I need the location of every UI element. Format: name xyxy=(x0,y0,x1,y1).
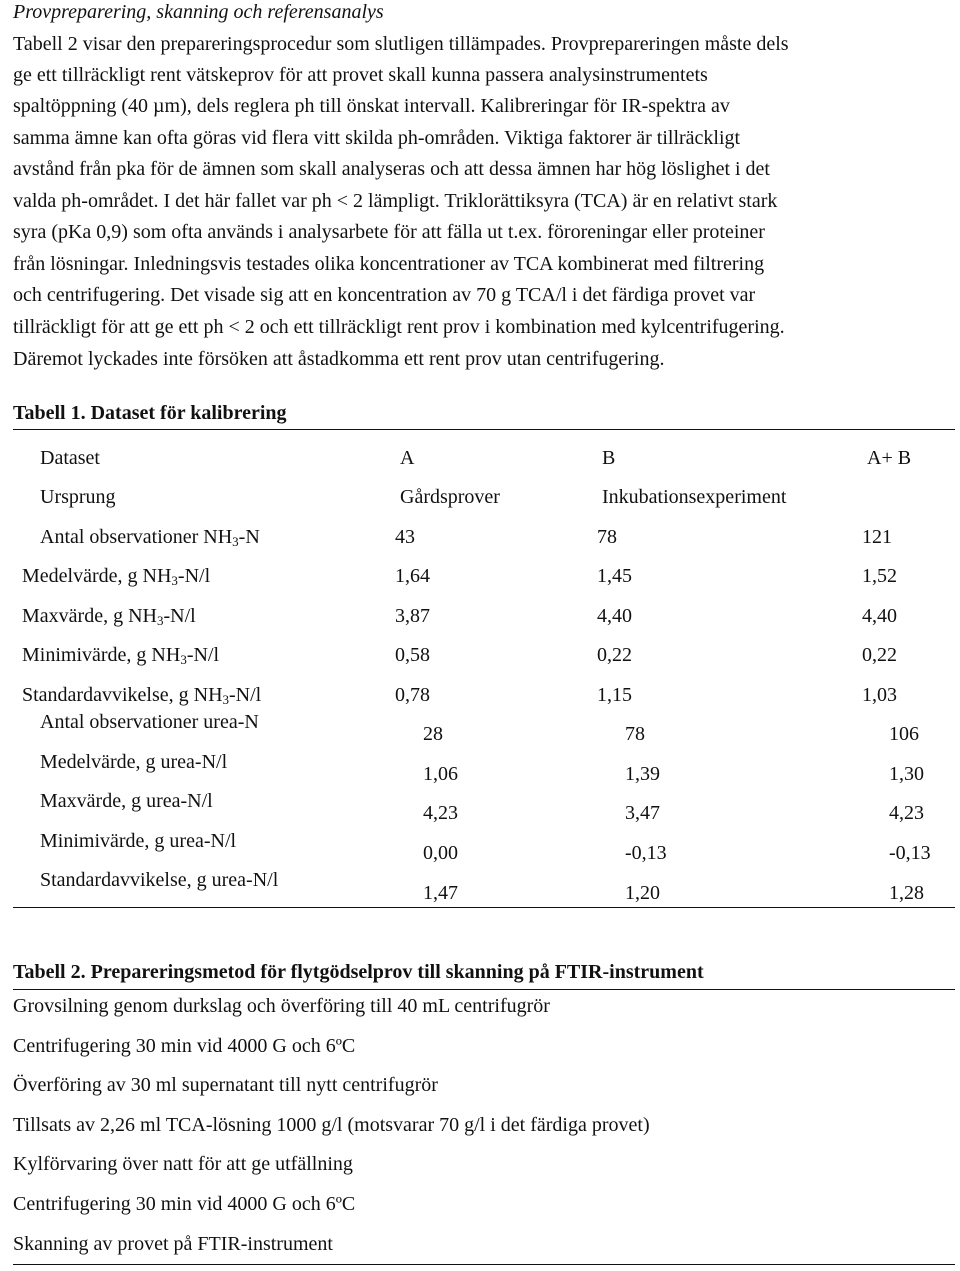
paragraph-line: Tabell 2 visar den prepareringsprocedur som slutligen tillämpades. Provprepareringen måste dels xyxy=(13,33,789,55)
table1-cell-ab: 1,28 xyxy=(889,882,924,904)
table1-bottom-rule xyxy=(13,907,955,908)
table2-bottom-rule xyxy=(13,1264,955,1265)
table1-cell-a: 43 xyxy=(395,526,415,548)
table1-row-label: Maxvärde, g urea-N/l xyxy=(40,790,213,812)
table1-cell-ab: 0,22 xyxy=(862,644,897,666)
table1-origin-a: Gårdsprover xyxy=(400,486,500,508)
table1-cell-a: 1,06 xyxy=(423,763,458,785)
table1-cell-b: 3,47 xyxy=(625,802,660,824)
table1-origin-label: Ursprung xyxy=(40,486,116,508)
table1-header-a: A xyxy=(400,447,415,469)
table1-cell-b: 0,22 xyxy=(597,644,632,666)
table1-title: Tabell 1. Dataset för kalibrering xyxy=(13,402,287,424)
table1-cell-b: 78 xyxy=(625,723,645,745)
table2-step: Grovsilning genom durkslag och överföring till 40 mL centrifugrör xyxy=(13,995,550,1017)
table1-header-b: B xyxy=(602,447,616,469)
table1-cell-b: 4,40 xyxy=(597,605,632,627)
table2-step: Centrifugering 30 min vid 4000 G och 6ºC xyxy=(13,1193,356,1215)
paragraph-line: valda ph-området. I det här fallet var ph < 2 lämpligt. Triklorättiksyra (TCA) är en relativt stark xyxy=(13,190,778,212)
table1-cell-ab: 1,03 xyxy=(862,684,897,706)
table1-cell-a: 1,47 xyxy=(423,882,458,904)
table1-header-ab: A+ B xyxy=(867,447,912,469)
section-heading: Provpreparering, skanning och referensanalys xyxy=(13,1,384,23)
table1-cell-ab: -0,13 xyxy=(889,842,931,864)
paragraph-line: spaltöppning (40 µm), dels reglera ph till önskat intervall. Kalibreringar för IR-spektra av xyxy=(13,95,730,117)
table2-step: Skanning av provet på FTIR-instrument xyxy=(13,1233,333,1255)
table2-step: Överföring av 30 ml supernatant till nytt centrifugrör xyxy=(13,1074,438,1096)
table1-row-label: Antal observationer $NH_3-N$ xyxy=(40,526,260,549)
table2-title: Tabell 2. Prepareringsmetod för flytgödselprov till skanning på FTIR-instrument xyxy=(13,961,704,983)
table2-step: Centrifugering 30 min vid 4000 G och 6ºC xyxy=(13,1035,356,1057)
paragraph-line: samma ämne kan ofta göras vid flera vitt skilda ph-områden. Viktiga faktorer är tillräckligt xyxy=(13,127,741,149)
table1-cell-a: 1,64 xyxy=(395,565,430,587)
table1-cell-b: 1,45 xyxy=(597,565,632,587)
table1-row-label: Medelvärde, g urea-N/l xyxy=(40,751,228,773)
table1-row-label: Standardavvikelse, g $NH_3-N/l$ xyxy=(22,684,262,707)
table1-row-label: Antal observationer urea-N xyxy=(40,711,259,733)
table1-cell-ab: 1,30 xyxy=(889,763,924,785)
paragraph-line: och centrifugering. Det visade sig att en koncentration av 70 g TCA/l i det färdiga provet var xyxy=(13,284,756,306)
table2-step: Kylförvaring över natt för att ge utfällning xyxy=(13,1153,353,1175)
table1-row-label: Minimivärde, g $NH_3-N/l$ xyxy=(22,644,220,667)
table1-cell-b: -0,13 xyxy=(625,842,667,864)
table1-cell-b: 1,20 xyxy=(625,882,660,904)
paragraph-line: avstånd från pka för de ämnen som skall analyseras och att dessa ämnen har hög löslighet i det xyxy=(13,158,770,180)
table1-cell-a: 0,00 xyxy=(423,842,458,864)
table1-row-label: Standardavvikelse, g urea-N/l xyxy=(40,869,279,891)
table1-cell-ab: 1,52 xyxy=(862,565,897,587)
table1-header-dataset: Dataset xyxy=(40,447,100,469)
table1-row-label: Minimivärde, g urea-N/l xyxy=(40,830,237,852)
table1-cell-a: 28 xyxy=(423,723,443,745)
table1-row-label: Medelvärde, g $NH_3-N/l$ xyxy=(22,565,211,588)
table1-row-label: Maxvärde, g $NH_3-N/l$ xyxy=(22,605,196,628)
table2-step: Tillsats av 2,26 ml TCA-lösning 1000 g/l (motsvarar 70 g/l i det färdiga provet) xyxy=(13,1114,650,1136)
table1-origin-b: Inkubationsexperiment xyxy=(602,486,787,508)
table1-cell-a: 4,23 xyxy=(423,802,458,824)
table1-cell-ab: 106 xyxy=(889,723,919,745)
table1-cell-a: 0,78 xyxy=(395,684,430,706)
table1-cell-b: 1,39 xyxy=(625,763,660,785)
table1-cell-ab: 4,23 xyxy=(889,802,924,824)
table1-cell-ab: 121 xyxy=(862,526,892,548)
paragraph-line: syra (pKa 0,9) som ofta används i analysarbete för att fälla ut t.ex. föroreningar eller proteiner xyxy=(13,221,765,243)
table1-cell-ab: 4,40 xyxy=(862,605,897,627)
paragraph-line: ge ett tillräckligt rent vätskeprov för att provet skall kunna passera analysinstrumentets xyxy=(13,64,708,86)
table1-cell-b: 78 xyxy=(597,526,617,548)
paragraph-line: från lösningar. Inledningsvis testades olika koncentrationer av TCA kombinerat med filtrering xyxy=(13,253,765,275)
table1-cell-a: 0,58 xyxy=(395,644,430,666)
table1-cell-a: 3,87 xyxy=(395,605,430,627)
table2-top-rule xyxy=(13,989,955,990)
table1-cell-b: 1,15 xyxy=(597,684,632,706)
paragraph-line: Däremot lyckades inte försöken att åstadkomma ett rent prov utan centrifugering. xyxy=(13,348,665,370)
paragraph-line: tillräckligt för att ge ett ph < 2 och ett tillräckligt rent prov i kombination med kylcentrifugering. xyxy=(13,316,785,338)
